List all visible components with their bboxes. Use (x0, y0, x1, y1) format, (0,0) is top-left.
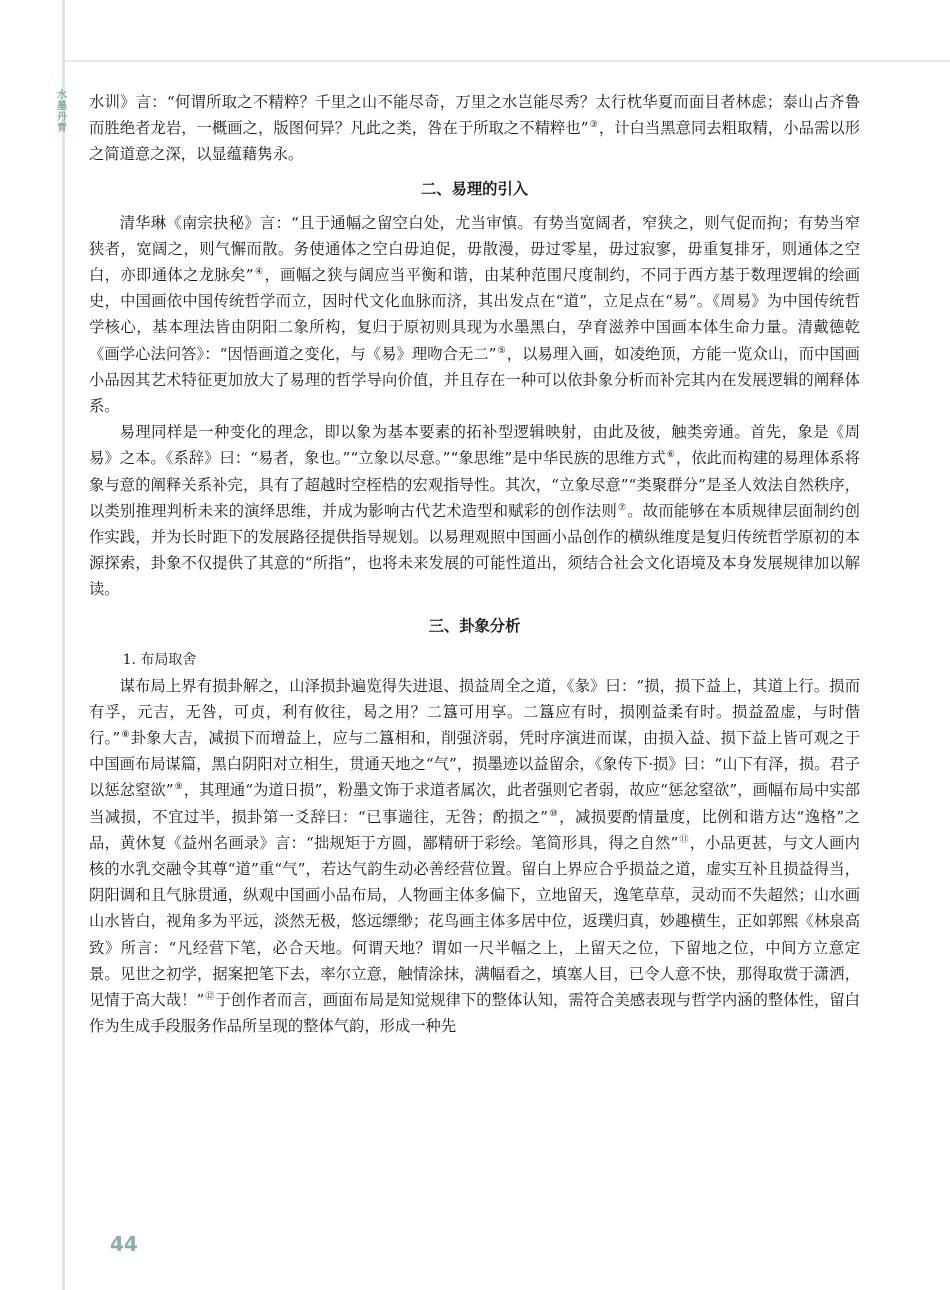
paragraph-intro (89, 89, 860, 168)
footnote-marker: ⑧ (121, 729, 130, 740)
text-span: ，小品更甚，与文人画内核的水乳交融令其尊“道”重“气”，若达气韵生动必善经营位置。留白上界应合乎损益之道，虚实互补且损益得当，阴阳调和且气脉贯通，纵观中国画小品布局，人物画主体多偏下，立地留天，逸笔草草，灵动而不失超然；山水画山水皆白，视角多为平远，淡然无极，悠远缥缈；花鸟画主体多居中位，返璞归真，妙趣横生，正如郭熙《林泉高致》所言：“凡经营下笔，必合天地。何谓天地？谓如一尺半幅之上，上留天之位，下留地之位，中间方立意定景。见世之初学，据案把笔下去，率尔立意，触情涂抹，满幅看之，填塞人目，已令人意不快，那得取赏于潇洒，见情于高大哉！” (89, 833, 860, 1010)
text-span: ，画幅之狭与阔应当平衡和谐，由某种范围尺度制约，不同于西方基于数理逻辑的绘画史，中国画依中国传统哲学而立，因时代文化血脉而济，其出发点在“道”，立足点在“易”。《周易》为中国传统哲学核心，基本理法皆由阴阳二象所构，复归于原初则具现为水墨黑白，孕育滋养中国画本体生命力量。清戴德乾《画学心法问答》：“因悟画道之变化，与《易》理吻合无二” (89, 266, 860, 363)
subheading-layout: 1. 布局取舍 (122, 651, 197, 668)
section-label: 水墨丹青 (57, 90, 67, 134)
text-span: 。故而能够在本质规律层面制约创作实践，并为长时距下的发展路径提供指导规划。以易理观照中国画小品创作的横纵维度是复归传统哲学原初的本源探索，卦象不仅提供了其意的“所指”，也将未来发展的可能性道出，须结合社会文化语境及本身发展规律加以解读。 (89, 501, 860, 599)
paragraph-1 (89, 210, 860, 420)
text-span: ，计白当黑意同去粗取精，小品需以形之简道意之深，以显蕴藉隽永。 (89, 119, 860, 164)
page-number: 44 (110, 1232, 138, 1256)
footnote-marker: ⑪ (679, 834, 689, 845)
footnote-marker: ⑩ (549, 808, 559, 819)
text-span: ，其理通“为道日损”，粉墨文饰于求道者属次，此者强则它者弱，故应“惩忿窒欲”，画幅布局中实部当减损，不宜过半，损卦第一爻辞曰：“已事遄往，无咎；酌损之” (89, 781, 860, 826)
article-body (89, 89, 860, 1040)
section-heading-2: 二、易理的引入 (420, 179, 529, 198)
text-span: ，以易理入画，如凌绝顶，方能一览众山，而中国画小品因其艺术特征更加放大了易理的哲学导向价值，并且存在一种可以依卦象分析而补完其内在发展逻辑的阐释体系。 (89, 344, 860, 416)
section-heading-3: 三、卦象分析 (428, 616, 521, 635)
gutter-line (62, 0, 65, 1290)
paragraph-3 (89, 673, 860, 1040)
text-span: 水训》言：“何谓所取之不精粹？千里之山不能尽奇，万里之水岂能尽秀？太行枕华夏而面目者林虑；泰山占齐鲁而胜绝者龙岩，一概画之，版图何异？凡此之类，咎在于所取之不精粹也” (89, 93, 860, 138)
paragraph-2 (89, 419, 860, 602)
text-span: 卦象大吉，减损下而增益上，应与二簋相和，削强济弱，凭时序演进而谋，由损入益、损下益上皆可观之于中国画布局谋篇，黑白阴阳对立相生，贯通天地之“气”，损墨迹以益留余，《象传下·损》曰：“山下有泽，损。君子以惩忿窒欲” (89, 729, 860, 800)
text-span: 于创作者而言，画面布局是知觉规律下的整体认知，需符合美感表现与哲学内涵的整体性，留白作为生成手段服务作品所呈现的整体气韵，形成一种先 (89, 991, 860, 1036)
header-rule (65, 60, 950, 62)
footnote-marker: ④ (254, 266, 264, 277)
footnote-marker: ⑦ (617, 502, 627, 513)
text-span: ，减损要酌情量度，比例和谐方达“逸格”之品，黄休复《益州名画录》言：“拙规矩于方圆，鄙精研于彩绘。笔简形具，得之自然” (89, 807, 860, 852)
text-span: ，依此而构建的易理体系将象与意的阐释关系补完，具有了超越时空桎梏的宏观指导性。其次，“立象尽意”“类聚群分”是圣人效法自然秩序，以类别推理判析未来的演绎思维，并成为影响古代艺术造型和赋彩的创作法则 (89, 449, 860, 520)
footnote-marker: ⑥ (666, 450, 675, 461)
text-span: 谋布局上界有损卦解之，山泽损卦遍览得失进退、损益周全之道，《彖》曰：“损，损下益上，其道上行。损而有孚，元吉，无咎，可贞，利有攸往，曷之用？二簋可用享。二簋应有时，损刚益柔有时。损益盈虚，与时偕行。” (89, 676, 860, 748)
text-span: 清华琳《南宗抉秘》言：“且于通幅之留空白处，尤当审慎。有势当宽阔者，窄狭之，则气促而拘；有势当窄狭者，宽阔之，则气懈而散。务使通体之空白毋迫促，毋散漫，毋过零星，毋过寂寥，毋重复排牙，则通体之空白，亦即通体之龙脉矣” (89, 213, 860, 285)
footnote-marker: ⑫ (205, 992, 215, 1002)
footnote-marker: ③ (589, 120, 598, 131)
text-span: 易理同样是一种变化的理念，即以象为基本要素的拓补型逻辑映射，由此及彼，触类旁通。首先，象是《周易》之本。《系辞》曰：“易者，象也。”“立象以尽意。”“象思维”是中华民族的思维方式 (89, 423, 860, 468)
footnote-marker: ⑤ (497, 345, 506, 356)
footnote-marker: ⑨ (174, 782, 183, 793)
